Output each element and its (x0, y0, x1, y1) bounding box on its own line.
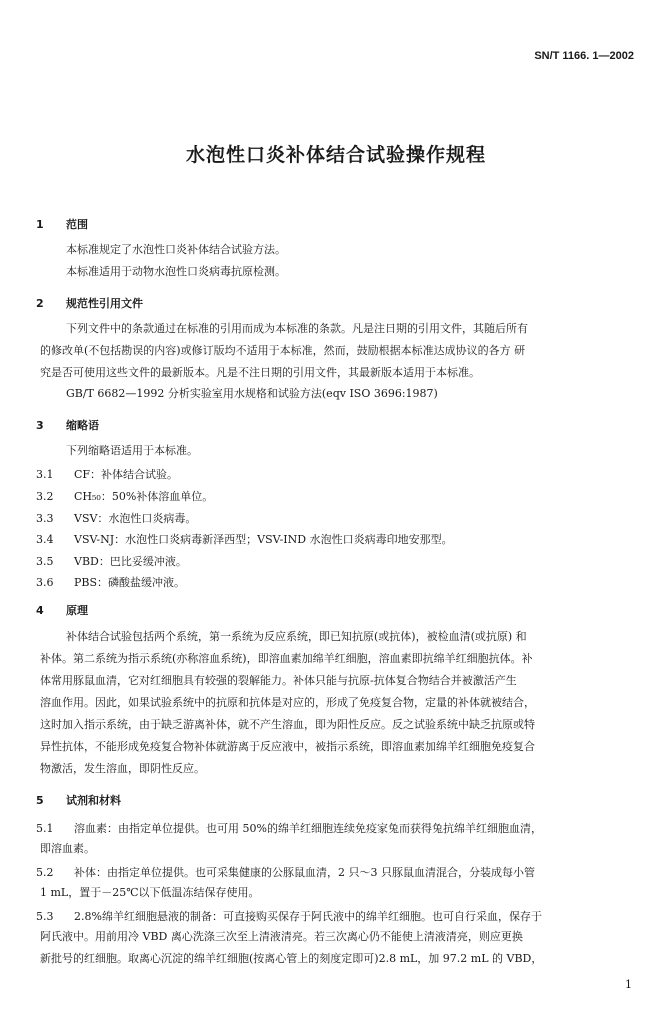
section-4-line-7: 物激活，发生溶血，即阴性反应。 (40, 762, 205, 775)
abbr-item: 3.4 VSV-NJ：水泡性口炎病毒新泽西型；VSV-IND 水泡性口炎病毒印地安那型。 (36, 533, 453, 546)
document-title: 水泡性口炎补体结合试验操作规程 (185, 144, 486, 166)
section-4-line-6: 异性抗体，不能形成免疫复合物补体就游离于反应液中，被指示系统，即溶血素加绵羊红细胞免疫复合 (40, 740, 535, 753)
section-4-line-1: 补体结合试验包括两个系统，第一系统为反应系统，即已知抗原(或抗体)，被检血清(或抗原) 和 (66, 630, 527, 643)
abbr-item: 3.2 CH₅₀：50%补体溶血单位。 (36, 490, 214, 503)
section-3-heading: 3 缩略语 (36, 419, 99, 432)
item-5-3-line-1: 5.3 2.8%绵羊红细胞悬液的制备：可直接购买保存于阿氏液中的绵羊红细胞。也可自行采血，保存于 (36, 910, 542, 923)
section-2-line-1: 下列文件中的条款通过在标准的引用而成为本标准的条款。凡是注日期的引用文件，其随后所有 (66, 322, 528, 335)
page-number: 1 (625, 978, 632, 991)
section-1-heading: 1 范围 (36, 218, 88, 231)
section-2-line-2: 的修改单(不包括勘误的内容)或修订版均不适用于本标准，然而，鼓励根据本标准达成协议的各方 研 (40, 344, 526, 357)
abbr-item: 3.1 CF：补体结合试验。 (36, 468, 179, 481)
item-5-1-line-2: 即溶血素。 (40, 842, 95, 855)
section-4-line-3: 体常用豚鼠血清，它对红细胞具有较强的裂解能力。补体只能与抗原-抗体复合物结合并被激活产生 (40, 674, 517, 687)
section-4-line-5: 这时加入指示系统，由于缺乏游离补体，就不产生溶血，即为阳性反应。反之试验系统中缺乏抗原或特 (40, 718, 535, 731)
section-3-intro: 下列缩略语适用于本标准。 (66, 444, 198, 457)
section-1-para-1: 本标准规定了水泡性口炎补体结合试验方法。 (66, 243, 286, 256)
abbr-item: 3.6 PBS：磷酸盐缓冲液。 (36, 576, 186, 589)
item-5-3-line-2: 阿氏液中。用前用冷 VBD 离心洗涤三次至上清液清亮。若三次离心仍不能使上清液清亮，则应更换 (40, 930, 523, 943)
section-5-heading: 5 试剂和材料 (36, 794, 121, 807)
section-2-line-3: 究是否可使用这些文件的最新版本。凡是不注日期的引用文件，其最新版本适用于本标准。 (40, 366, 480, 379)
section-4-line-2: 补体。第二系统为指示系统(亦称溶血系统)，即溶血素加绵羊红细胞，溶血素即抗绵羊红细胞抗体。补 (40, 652, 533, 665)
standard-code: SN/T 1166. 1—2002 (534, 50, 634, 62)
section-1-para-2: 本标准适用于动物水泡性口炎病毒抗原检测。 (66, 265, 286, 278)
section-4-heading: 4 原理 (36, 604, 88, 617)
item-5-2-line-1: 5.2 补体：由指定单位提供。也可采集健康的公豚鼠血清，2 只～3 只豚鼠血清混合，分装成每小管 (36, 866, 535, 879)
section-4-line-4: 溶血作用。因此，如果试验系统中的抗原和抗体是对应的，形成了免疫复合物，定量的补体就被结合， (40, 696, 535, 709)
abbr-item: 3.3 VSV：水泡性口炎病毒。 (36, 512, 197, 525)
item-5-2-line-2: 1 mL，置于－25℃以下低温冻结保存使用。 (40, 886, 260, 899)
section-2-heading: 2 规范性引用文件 (36, 297, 143, 310)
abbr-item: 3.5 VBD：巴比妥缓冲液。 (36, 555, 187, 568)
item-5-3-line-3: 新批号的红细胞。取离心沉淀的绵羊红细胞(按离心管上的刻度定即可)2.8 mL，加 97.2 mL 的 VBD， (40, 952, 543, 965)
section-2-reference: GB/T 6682—1992 分析实验室用水规格和试验方法(eqv ISO 3696:1987) (66, 387, 438, 400)
item-5-1-line-1: 5.1 溶血素：由指定单位提供。也可用 50%的绵羊红细胞连续免疫家兔而获得兔抗绵羊红细胞血清， (36, 822, 542, 835)
